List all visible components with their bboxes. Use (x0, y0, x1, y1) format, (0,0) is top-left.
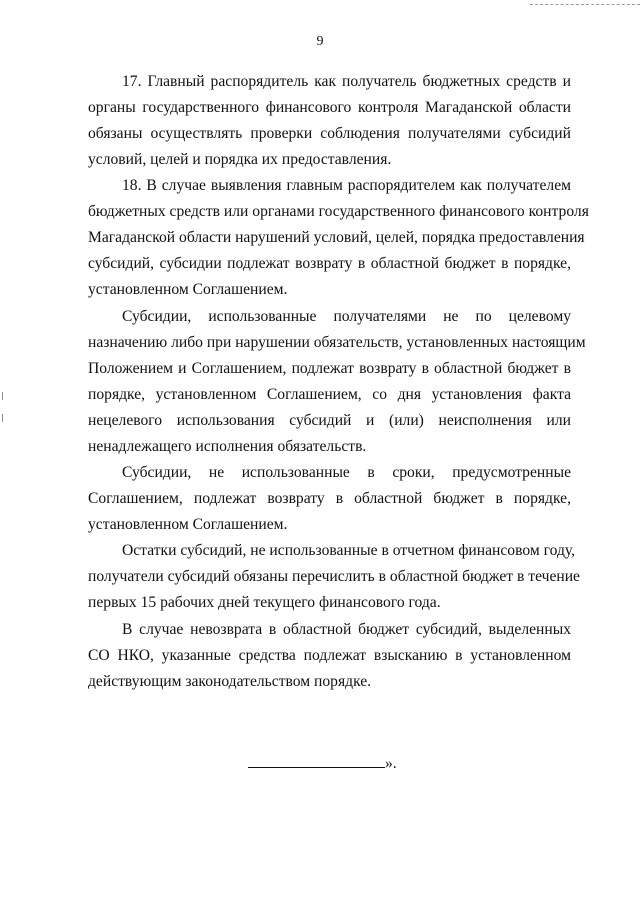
closing-quote: ». (385, 755, 397, 772)
text-line: субсидий, субсидии подлежат возврату в областной бюджет в порядке, (88, 255, 571, 272)
text-line: СО НКО, указанные средства подлежат взысканию в установленном (88, 647, 571, 664)
text-line: Соглашением, подлежат возврату в областной бюджет в порядке, (88, 490, 571, 507)
text-line: условий, целей и порядка их предоставления. (88, 151, 392, 168)
text-line: 17. Главный распорядитель как получатель бюджетных средств и (122, 73, 571, 90)
text-line: ненадлежащего исполнения обязательств. (88, 438, 367, 455)
text-line: назначению либо при нарушении обязательств, установленных настоящим (88, 334, 586, 351)
text-line: 18. В случае выявления главным распорядителем как получателем (122, 177, 571, 194)
text-line: Магаданской области нарушений условий, целей, порядка предоставления (88, 229, 585, 246)
margin-mark (2, 414, 3, 422)
text-line: Остатки субсидий, не использованные в отчетном финансовом году, (122, 542, 576, 559)
text-line: бюджетных средств или органами государственного финансового контроля (88, 203, 589, 220)
text-line: органы государственного финансового контроля Магаданской области (88, 99, 571, 116)
text-line: первых 15 рабочих дней текущего финансового года. (88, 594, 441, 611)
text-line: установленном Соглашением. (88, 281, 288, 298)
text-line: нецелевого использования субсидий и (или) неисполнения или (88, 412, 571, 429)
text-line: Субсидии, использованные получателями не по целевому (122, 308, 571, 325)
closing-line (248, 753, 397, 773)
text-line: Положением и Соглашением, подлежат возврату в областной бюджет в (88, 360, 571, 377)
text-line: Субсидии, не использованные в сроки, предусмотренные (122, 464, 571, 481)
signature-rule (248, 753, 385, 768)
text-line: обязаны осуществлять проверки соблюдения получателями субсидий (88, 125, 571, 142)
text-line: действующим законодательством порядке. (88, 673, 372, 690)
text-line: В случае невозврата в областной бюджет субсидий, выделенных (122, 621, 571, 638)
top-edge-dashed-line (530, 4, 640, 5)
margin-mark (2, 392, 3, 400)
text-line: получатели субсидий обязаны перечислить в областной бюджет в течение (88, 568, 580, 585)
text-line: порядке, установленном Соглашением, со дня установления факта (88, 386, 571, 403)
page-number: 9 (316, 34, 324, 49)
text-line: установленном Соглашением. (88, 516, 288, 533)
